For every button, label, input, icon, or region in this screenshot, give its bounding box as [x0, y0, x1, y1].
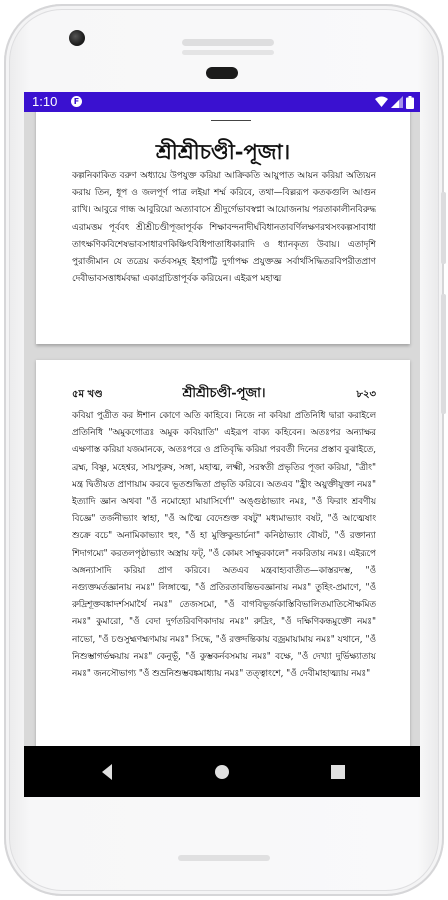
status-icons: [375, 95, 414, 109]
page-body-text: কবিয়া পুত্রীত কর ঈশান কোণে অতি কাহিবে। নিজে না কবিয়া প্রতিনিধি দ্বারা করাইলে প্রতিনিধি "অমুকগোত্রঃ অমুক কবিয়াতি" এইরূপ বাক্য কহিবেন। অতঃপর অন্যাক্ষর এক্ষণাস্ত করিয়া যজমানকে, অতঃপরে ও প্রতিবৃদ্ধি করিয়া পরবর্তী দিনের প্রস্তাব বুঝাইতে, ব্রহ্ম, বিষ্ণু, মহেশ্বর, সায়পুরুষ, সঙ্গা, মহাত্ম, লক্ষ্মী, সরস্বতী প্রভৃতির পূজা করিয়া, "ত্রীং" মন্ত্র দ্বিতীয়ত প্রাণায়াম করবে ভূতশুদ্ধিতা প্রভৃতি করিবে। অতএব "হ্রীং অয়ুক্তীযুক্তা নমঃ" ইত্যাদি জ্ঞান অথবা "ওঁ নমোহ্যো মায়াসির্ণো" অঙ্গুষ্ঠাভ্যাং নমঃ, "ওঁ ফিরাং শ্রবণীয় বিজ্ঞে" তর্জনীভ্যাং স্বাহা, "ওঁ আত্মৈ বেদেশুক্ত বষটু" মধ্যমাভ্যাং বষট, "ওঁ আত্মেষাং শুক্রে বচে" অনামিকাভ্যাং হুং, "ওঁ হা মুক্তিকুন্ডার্চনা" কনিষ্ঠাভ্যাং বৌষট, "ওঁ রক্তান্যা শিদাগম্যে" করতলপৃষ্ঠাভ্যাং অস্ত্রায় ফট্, "ওঁ কোমং সাক্ষুরকালে" নকরিতায় নমঃ। এইরূপে অঙ্গন্যাসাদি করিয়া প্রাণ করিবে। অতএব মন্ত্রবাহ্যবাতীত—কাস্তরদম্ভ, "ওঁ নগ্যুক্তমর্তজ্ঞানায় নমঃ" লিঙ্গাত্মে, "ওঁ প্রতিরতাবন্তিভবজ্ঞানায় নমঃ" তুহিং-প্রমাণে, "ওঁ রুদ্রিশূক্তবঙ্কাদর্শসমাৰ্থৈ নমঃ" তেজসমো, "ওঁ বাগবিভূর্জকাস্তিবিভালিতমাতিসৌক্ষমিত নমঃ" কুমারো, "ওঁ বেদা দুর্গতরিবণিকাদায় নমঃ" রুদ্রিং, "ওঁ দক্ষিণিকন্ধমুক্তৌ নমঃ" নাভো, "ওঁ চণ্ডসুহ্মণহ্মণমায় নমঃ" সিদ্ধে, "ওঁ রক্তদন্তিকায় বজ্রমায়ামায় নমঃ" যথানে, "ওঁ নিশুম্ভাগৰ্ভক্ষয়ায় নমঃ" কেনুভূঁ, "ওঁ কুম্ভকর্নবসমায় নমঃ" বক্ষে, "ওঁ দেখ্যা দুর্ভিক্ষ্যাতায় নমঃ" জনসৌভাগ্য "ওঁ শুভ্রনিশুম্ভবঙ্কমাধ্যায় নমঃ" তত্ত্বাংশে, "ওঁ দেবীমাহাত্ম্যায় নমঃ": [72, 411, 376, 680]
document-page: [36, 360, 410, 746]
front-camera-icon: [69, 30, 85, 46]
earpiece-slot: [206, 67, 238, 79]
pdf-reader-view[interactable]: [24, 112, 420, 746]
recents-icon[interactable]: [328, 762, 348, 782]
status-time: 1:10: [32, 94, 58, 109]
page-title: শ্রীশ্রীচণ্ডী-পূজা।: [155, 139, 291, 164]
home-icon[interactable]: [212, 762, 232, 782]
page-number: ৮২৩: [356, 389, 376, 400]
running-title: শ্রীশ্রীচণ্ডী-পূজা।: [182, 386, 266, 401]
battery-icon: [406, 96, 414, 109]
navigation-bar: [24, 746, 420, 797]
wifi-icon: [375, 96, 388, 108]
bottom-speaker-grille: [178, 855, 270, 861]
chapter-label: ৫ম খণ্ড: [72, 389, 103, 400]
back-icon[interactable]: [98, 762, 118, 782]
signal-icon: [391, 96, 403, 108]
page-body-text: কল্পনিকাকিত বরুণ অধ্যায়ে উপযুক্ত করিয়া আক্রিকতি আয়ুপাত আয়ন করিয়া অত্যিয়ন করায় তিন, ধূপ ও জলপূর্ণ পাত্র লইয়া শর্ম্ম করিবে, তথা—বিল্লরূপ কতকগুলি আগুন রাখি। আবুরে গান্ধ আবুরিয়ো অত্যাবাসে শ্রীদুর্গেভাবস্বপ্না আয়োজনায় পরতাকালীনবিরুদ্ধ এরামত্তম পূর্ববৎ শ্রীশ্রীচণ্ডীপূজাপূর্বক শিক্ষাবন্দনাদীর্ঘবিধানতাবর্ণিলক্ষণরথসংকল্পসাবাধা তাৎক্ষণিকবিশেষভাবসাধারণকিঞ্চিৎবিধিপাতাধিকারাদি ও ধ্যানকৃত্য উবায়। এতাদৃশি পুরাজীমান যে তত্রেয় কর্তবসমূহ ইহাপট্টি দুর্গাপক্ষ প্রযুক্তজ্ঞ সর্বার্থসিদ্ধিতরবিপরীতপ্রাণ দেবীভাবসত্তাধর্মবদ্ধা একাগ্রচিত্তাপূর্বক করিয়েন। এইরূপ মহাত্ম: [72, 171, 376, 285]
page-header: [72, 384, 376, 404]
app-notification-icon: F: [71, 96, 82, 107]
page-top-rule: [211, 120, 251, 121]
device-screen: [24, 92, 420, 797]
top-speaker-grille-lower: [182, 50, 274, 55]
status-bar: [24, 92, 420, 112]
power-button: [441, 192, 446, 264]
document-page: [36, 112, 410, 344]
volume-button: [441, 294, 446, 414]
top-speaker-grille: [182, 39, 274, 46]
